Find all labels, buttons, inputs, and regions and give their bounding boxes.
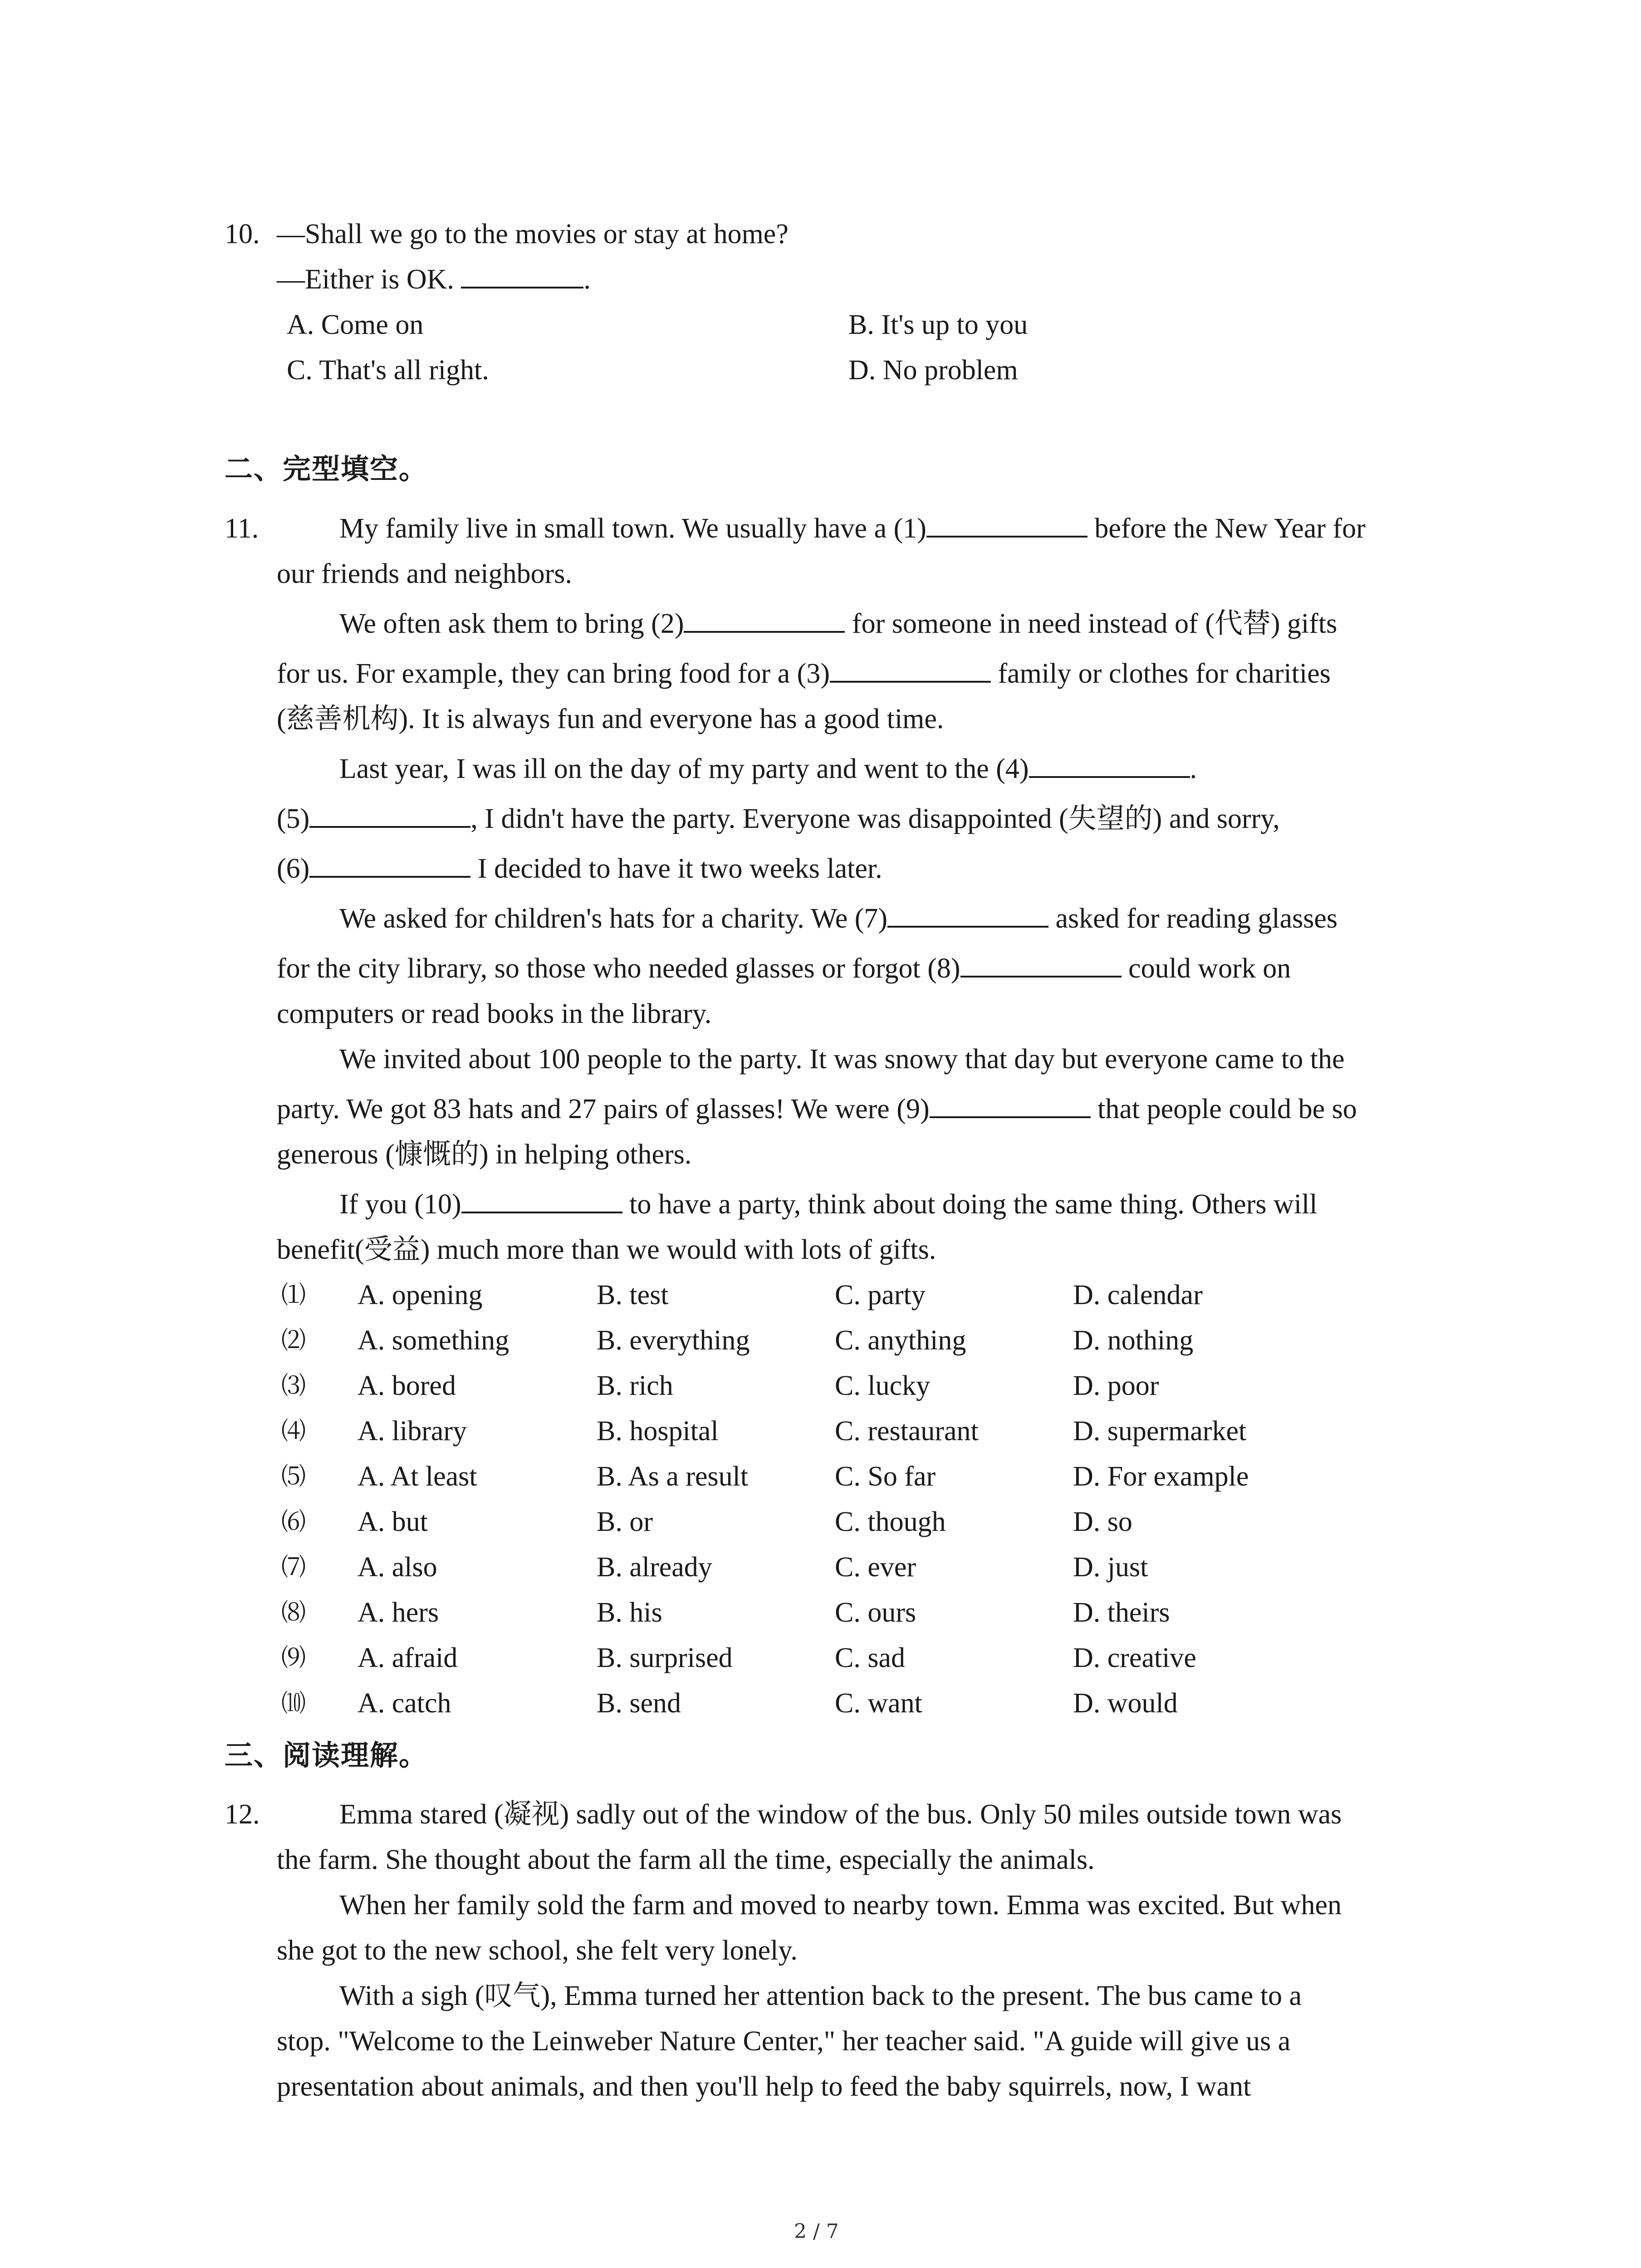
q12-line-6: stop. "Welcome to the Leinweber Nature Center," her teacher said. "A guide will give us a: [277, 2026, 1291, 2057]
q12-line-3: When her family sold the farm and moved to nearby town. Emma was excited. But when: [339, 1890, 1342, 1921]
question-number-11: 11.: [225, 513, 259, 544]
option-b: B. hospital: [597, 1416, 719, 1447]
option-b: B. his: [597, 1597, 662, 1628]
option-d: D. so: [1073, 1506, 1132, 1537]
q11-text: (6): [277, 853, 310, 884]
q10-line-1: —Shall we go to the movies or stay at home?: [277, 219, 789, 249]
option-a: A. hers: [358, 1597, 439, 1628]
answer-blank[interactable]: [461, 261, 583, 288]
option-d: D. just: [1073, 1552, 1148, 1583]
q11-text: (5): [277, 803, 310, 834]
q11-text: party. We got 83 hats and 27 pairs of glasses! We were (9): [277, 1094, 930, 1124]
q11-line-10: [277, 950, 1291, 987]
q11-text: I decided to have it two weeks later.: [477, 853, 882, 884]
q11-line-4: [277, 655, 1331, 692]
page-number: 2 / 7: [794, 2220, 839, 2243]
option-d: D. theirs: [1073, 1597, 1170, 1628]
option-c: C. want: [835, 1688, 922, 1719]
q11-text: before the New Year for: [1094, 513, 1366, 544]
q11-line-13: [277, 1091, 1357, 1127]
q11-text: family or clothes for charities: [998, 658, 1331, 689]
question-number-12: 12.: [225, 1799, 260, 1830]
option-number: ⑽: [281, 1689, 306, 1717]
q11-line-5: (慈善机构). It is always fun and everyone has a good time.: [277, 704, 944, 734]
q11-text: , I didn't have the party. Everyone was disappointed (失望的) and sorry,: [470, 803, 1280, 834]
q11-line-6: [339, 751, 1197, 787]
blank-6[interactable]: [309, 850, 470, 878]
option-c: C. party: [835, 1280, 926, 1310]
q11-line-9: [339, 900, 1337, 937]
blank-7[interactable]: [887, 900, 1048, 928]
q11-text: .: [1190, 753, 1197, 784]
option-d: D. nothing: [1073, 1325, 1194, 1356]
option-d: D. calendar: [1073, 1280, 1203, 1310]
option-d: D. creative: [1073, 1642, 1196, 1673]
option-number: ⑻: [281, 1598, 306, 1627]
q11-line-7: [277, 801, 1280, 837]
q12-line-4: she got to the new school, she felt very lonely.: [277, 1935, 798, 1966]
q11-text: for the city library, so those who needed glasses or forgot (8): [277, 953, 960, 984]
option-a: A. also: [358, 1552, 437, 1583]
q10-option-b: B. It's up to you: [848, 309, 1028, 340]
q12-line-7: presentation about animals, and then you'll help to feed the baby squirrels, now, I want: [277, 2071, 1251, 2102]
option-a: A. but: [358, 1506, 428, 1537]
option-c: C. sad: [835, 1642, 905, 1673]
option-number: ⑸: [281, 1462, 306, 1491]
q11-line-2: our friends and neighbors.: [277, 558, 572, 589]
blank-2[interactable]: [684, 606, 845, 633]
option-b: B. As a result: [597, 1461, 749, 1492]
option-a: A. bored: [358, 1370, 456, 1401]
q11-line-11: computers or read books in the library.: [277, 998, 712, 1029]
q10-option-a: A. Come on: [287, 309, 424, 340]
section-heading-reading: 三、阅读理解。: [225, 1739, 428, 1772]
q10-line-2-end: .: [583, 264, 591, 295]
option-d: D. would: [1073, 1688, 1178, 1719]
option-number: ⑵: [281, 1326, 306, 1354]
option-c: C. though: [835, 1506, 946, 1537]
q11-text: asked for reading glasses: [1055, 903, 1338, 934]
option-number: ⑷: [281, 1417, 306, 1445]
option-b: B. already: [597, 1552, 712, 1583]
option-c: C. anything: [835, 1325, 966, 1356]
q11-line-14: generous (慷慨的) in helping others.: [277, 1139, 692, 1170]
q11-text: for someone in need instead of (代替) gifts: [852, 608, 1337, 639]
q10-option-c: C. That's all right.: [287, 355, 489, 386]
option-a: A. At least: [358, 1461, 477, 1492]
q11-line-16: benefit(受益) much more than we would with lots of gifts.: [277, 1234, 936, 1265]
option-c: C. ever: [835, 1552, 916, 1583]
q11-line-12: We invited about 100 people to the party. It was snowy that day but everyone came to the: [339, 1044, 1345, 1075]
option-c: C. ours: [835, 1597, 916, 1628]
question-number-10: 10.: [225, 219, 260, 249]
q12-line-1: Emma stared (凝视) sadly out of the window of the bus. Only 50 miles outside town was: [339, 1799, 1342, 1830]
q11-text: Last year, I was ill on the day of my party and went to the (4): [339, 753, 1029, 784]
q11-text: If you (10): [339, 1189, 461, 1220]
option-number: ⑼: [281, 1643, 306, 1672]
option-a: A. library: [358, 1416, 467, 1447]
option-number: ⑴: [281, 1281, 306, 1309]
option-number: ⑺: [281, 1553, 306, 1581]
q10-option-d: D. No problem: [848, 355, 1018, 386]
q10-line-2-text: —Either is OK.: [277, 264, 454, 295]
q11-line-15: [339, 1186, 1318, 1222]
option-a: A. catch: [358, 1688, 451, 1719]
q11-text: for us. For example, they can bring food for a (3): [277, 658, 830, 689]
option-d: D. For example: [1073, 1461, 1249, 1492]
q11-text: We asked for children's hats for a charity. We (7): [339, 903, 888, 934]
blank-5[interactable]: [309, 801, 470, 828]
blank-4[interactable]: [1029, 751, 1190, 778]
option-a: A. opening: [358, 1280, 483, 1310]
option-b: B. surprised: [597, 1642, 733, 1673]
option-a: A. afraid: [358, 1642, 458, 1673]
option-b: B. test: [597, 1280, 669, 1310]
q11-line-3: [339, 606, 1337, 642]
blank-10[interactable]: [461, 1186, 622, 1213]
q11-text: that people could be so: [1097, 1094, 1357, 1124]
option-b: B. everything: [597, 1325, 750, 1356]
option-number: ⑹: [281, 1507, 306, 1536]
q11-line-8: [277, 850, 882, 887]
q11-text: to have a party, think about doing the same thing. Others will: [629, 1189, 1318, 1220]
option-b: B. send: [597, 1688, 681, 1719]
blank-8[interactable]: [960, 950, 1122, 978]
option-d: D. poor: [1073, 1370, 1159, 1401]
blank-3[interactable]: [830, 655, 991, 683]
q11-text: could work on: [1128, 953, 1291, 984]
option-d: D. supermarket: [1073, 1416, 1247, 1447]
option-b: B. or: [597, 1506, 653, 1537]
section-heading-cloze: 二、完型填空。: [225, 452, 428, 485]
q11-text: My family live in small town. We usually have a (1): [339, 513, 926, 544]
option-c: C. So far: [835, 1461, 936, 1492]
option-c: C. lucky: [835, 1370, 931, 1401]
q10-line-2: [277, 261, 591, 298]
q12-line-5: With a sigh (叹气), Emma turned her attention back to the present. The bus came to a: [339, 1980, 1302, 2011]
blank-9[interactable]: [930, 1091, 1091, 1118]
option-c: C. restaurant: [835, 1416, 979, 1447]
option-number: ⑶: [281, 1371, 306, 1400]
q11-line-1: [339, 510, 1366, 547]
option-b: B. rich: [597, 1370, 673, 1401]
q12-line-2: the farm. She thought about the farm all the time, especially the animals.: [277, 1844, 1095, 1875]
option-a: A. something: [358, 1325, 509, 1356]
q11-text: We often ask them to bring (2): [339, 608, 684, 639]
blank-1[interactable]: [926, 510, 1087, 538]
